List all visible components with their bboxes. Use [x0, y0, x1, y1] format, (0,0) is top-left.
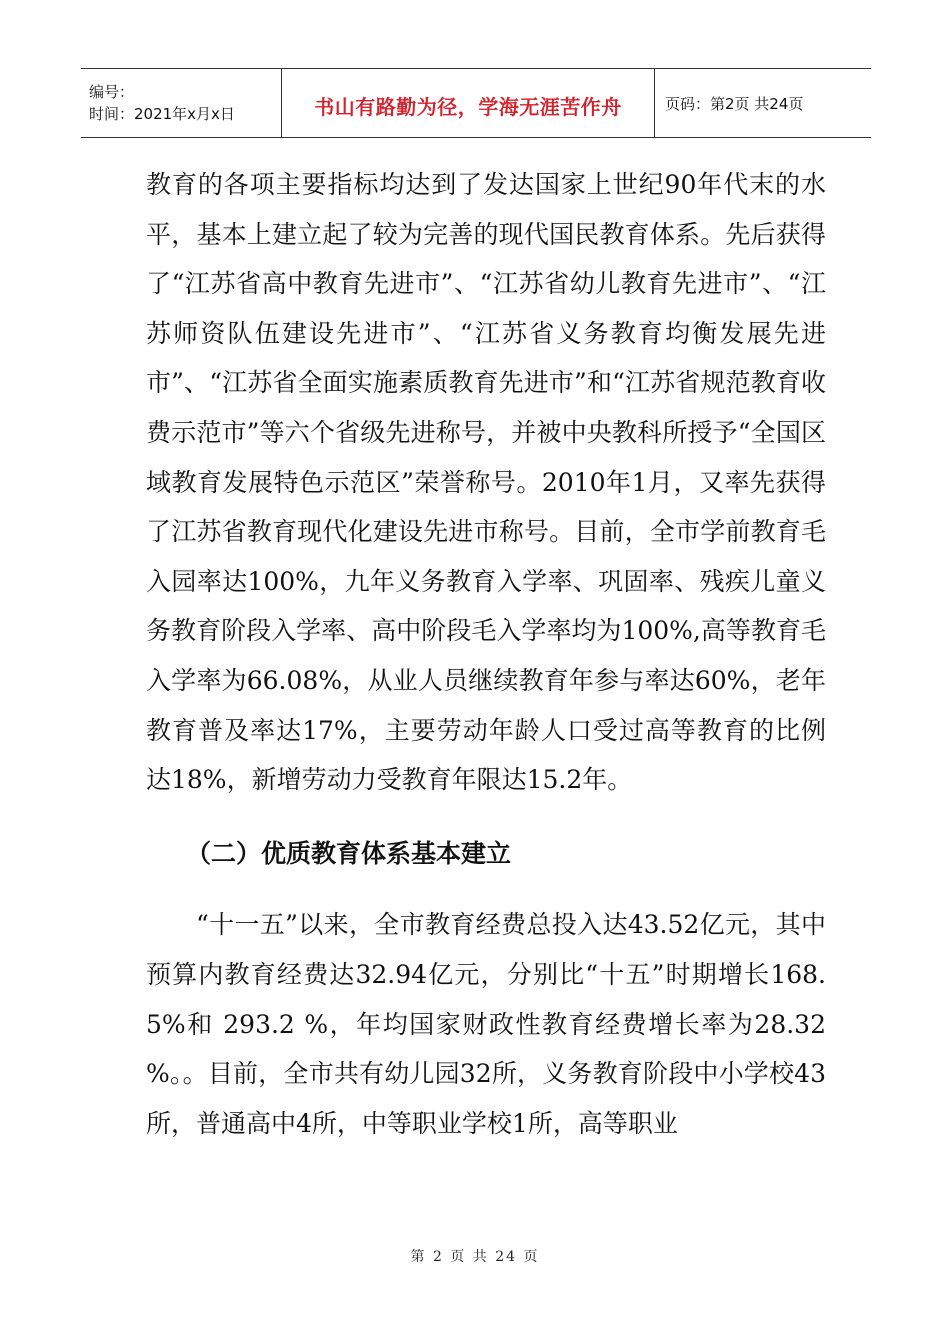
time-label: 时间：2021年x月x日	[89, 105, 235, 123]
header-meta	[81, 69, 282, 137]
document-body	[146, 160, 826, 1148]
paragraph-education-funding: “十一五”以来，全市教育经费总投入达43.52亿元，其中预算内教育经费达32.94亿元，分别比“十五”时期增长168.5%和 293.2 %，年均国家财政性教育经费增长率为28.32 %。。目前，全市共有幼儿园32所，义务教育阶段中小学校43所，普通高中4所，中等职业学校1所，高等职业	[146, 910, 826, 1138]
section-heading: （二）优质教育体系基本建立	[186, 838, 512, 868]
number-label: 编号：	[89, 83, 135, 101]
page-footer: 第 2 页 共 24 页	[410, 1249, 540, 1265]
header-motto: 书山有路勤为径，学海无涯苦作舟	[314, 94, 622, 119]
header-page-cell	[655, 69, 871, 137]
paragraph-education-indicators: 教育的各项主要指标均达到了发达国家上世纪90年代末的水平，基本上建立起了较为完善的现代国民教育体系。先后获得了“江苏省高中教育先进市”、“江苏省幼儿教育先进市”、“江苏师资队伍建设先进市”、“江苏省义务教育均衡发展先进市”、“江苏省全面实施素质教育先进市”和“江苏省规范教育收费示范市”等六个省级先进称号，并被中央教科所授予“全国区域教育发展特色示范区”荣誉称号。2010年1月，又率先获得了江苏省教育现代化建设先进市称号。目前，全市学前教育毛入园率达100%，九年义务教育入学率、巩固率、残疾儿童义务教育阶段入学率、高中阶段毛入学率均为100%,高等教育毛入学率为66.08%，从业人员继续教育年参与率达60%，老年教育普及率达17%，主要劳动年龄人口受过高等教育的比例达18%，新增劳动力受教育年限达15.2年。	[146, 170, 826, 795]
header-page-info: 页码：第2页 共24页	[665, 94, 804, 113]
header-motto-cell	[282, 69, 655, 137]
page-header	[81, 68, 871, 138]
